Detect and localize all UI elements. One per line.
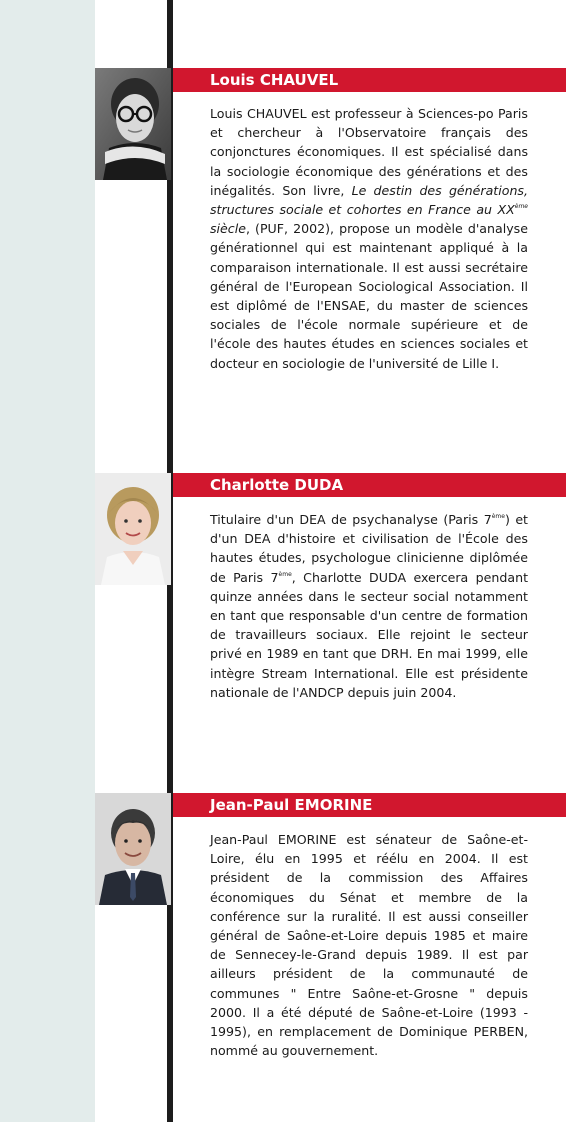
bio-text: Titulaire d'un DEA de psychanalyse (Paris 7 (210, 512, 492, 527)
left-side-band (0, 0, 95, 1122)
person-biography (210, 104, 528, 373)
portrait-photo (95, 793, 171, 905)
person-biography (210, 510, 528, 702)
superscript: ème (514, 203, 528, 211)
superscript: ème (491, 513, 505, 520)
name-banner (173, 473, 566, 497)
bio-text: , (PUF, 2002), propose un modèle d'analyse générationnel qui est maintenant appliqué à la comparaison internationale. Il est aussi secrétaire général de l'European Sociological Association. Il est diplômé de l'ENSAE, du master de sciences sociales de l'école normale supérieure et de l'école des hautes études en sciences sociales et docteur en sociologie de l'université de Lille I. (210, 221, 528, 371)
person-biography (210, 830, 528, 1060)
portrait-photo (95, 68, 171, 180)
superscript: ème (278, 570, 292, 578)
book-title-end: siècle (210, 221, 246, 237)
portrait-photo (95, 473, 171, 585)
bio-text: ) et d'un DEA d'histoire et civilisation de l'École des hautes études, psychologue clinicienne diplômée de Paris 7 (210, 512, 528, 585)
bio-text: Jean-Paul EMORINE est sénateur de Saône-et-Loire, élu en 1995 et réélu en 2004. Il est président de la commission des Affaires économiques du Sénat et membre de la conférence sur la ruralité. Il est aussi conseiller général de Saône-et-Loire depuis 1985 et maire de Sennecey-le-Grand depuis 1989. Il est par ailleurs président de la communauté de communes " Entre Saône-et-Grosne " depuis 2000. Il a été député de Saône-et-Loire (1993 - 1995), en remplacement de Dominique PERBEN, nommé au gouvernement. (210, 832, 528, 1059)
bio-text: , Charlotte DUDA exercera pendant quinze années dans le secteur social notamment en tant que responsable d'un centre de formation de travailleurs sociaux. Elle rejoint le secteur privé en 1989 en tant que DRH. En mai 1999, elle intègre Stream International. Elle est présidente nationale de l'ANDCP depuis juin 2004. (210, 569, 529, 700)
name-banner (173, 793, 566, 817)
book-title-text: Le destin des générations, structures sociale et cohortes en France au XX (210, 182, 528, 218)
person-name: Jean-Paul EMORINE (210, 796, 373, 814)
person-name: Charlotte DUDA (210, 476, 344, 494)
person-name: Louis CHAUVEL (210, 71, 339, 89)
name-banner (173, 68, 566, 92)
bio-text: Louis CHAUVEL est professeur à Sciences-po Paris et chercheur à l'Observatoire français des conjonctures économiques. Il est spécialisé dans la sociologie économique des générations et des inégalités. Son livre, (210, 106, 528, 198)
